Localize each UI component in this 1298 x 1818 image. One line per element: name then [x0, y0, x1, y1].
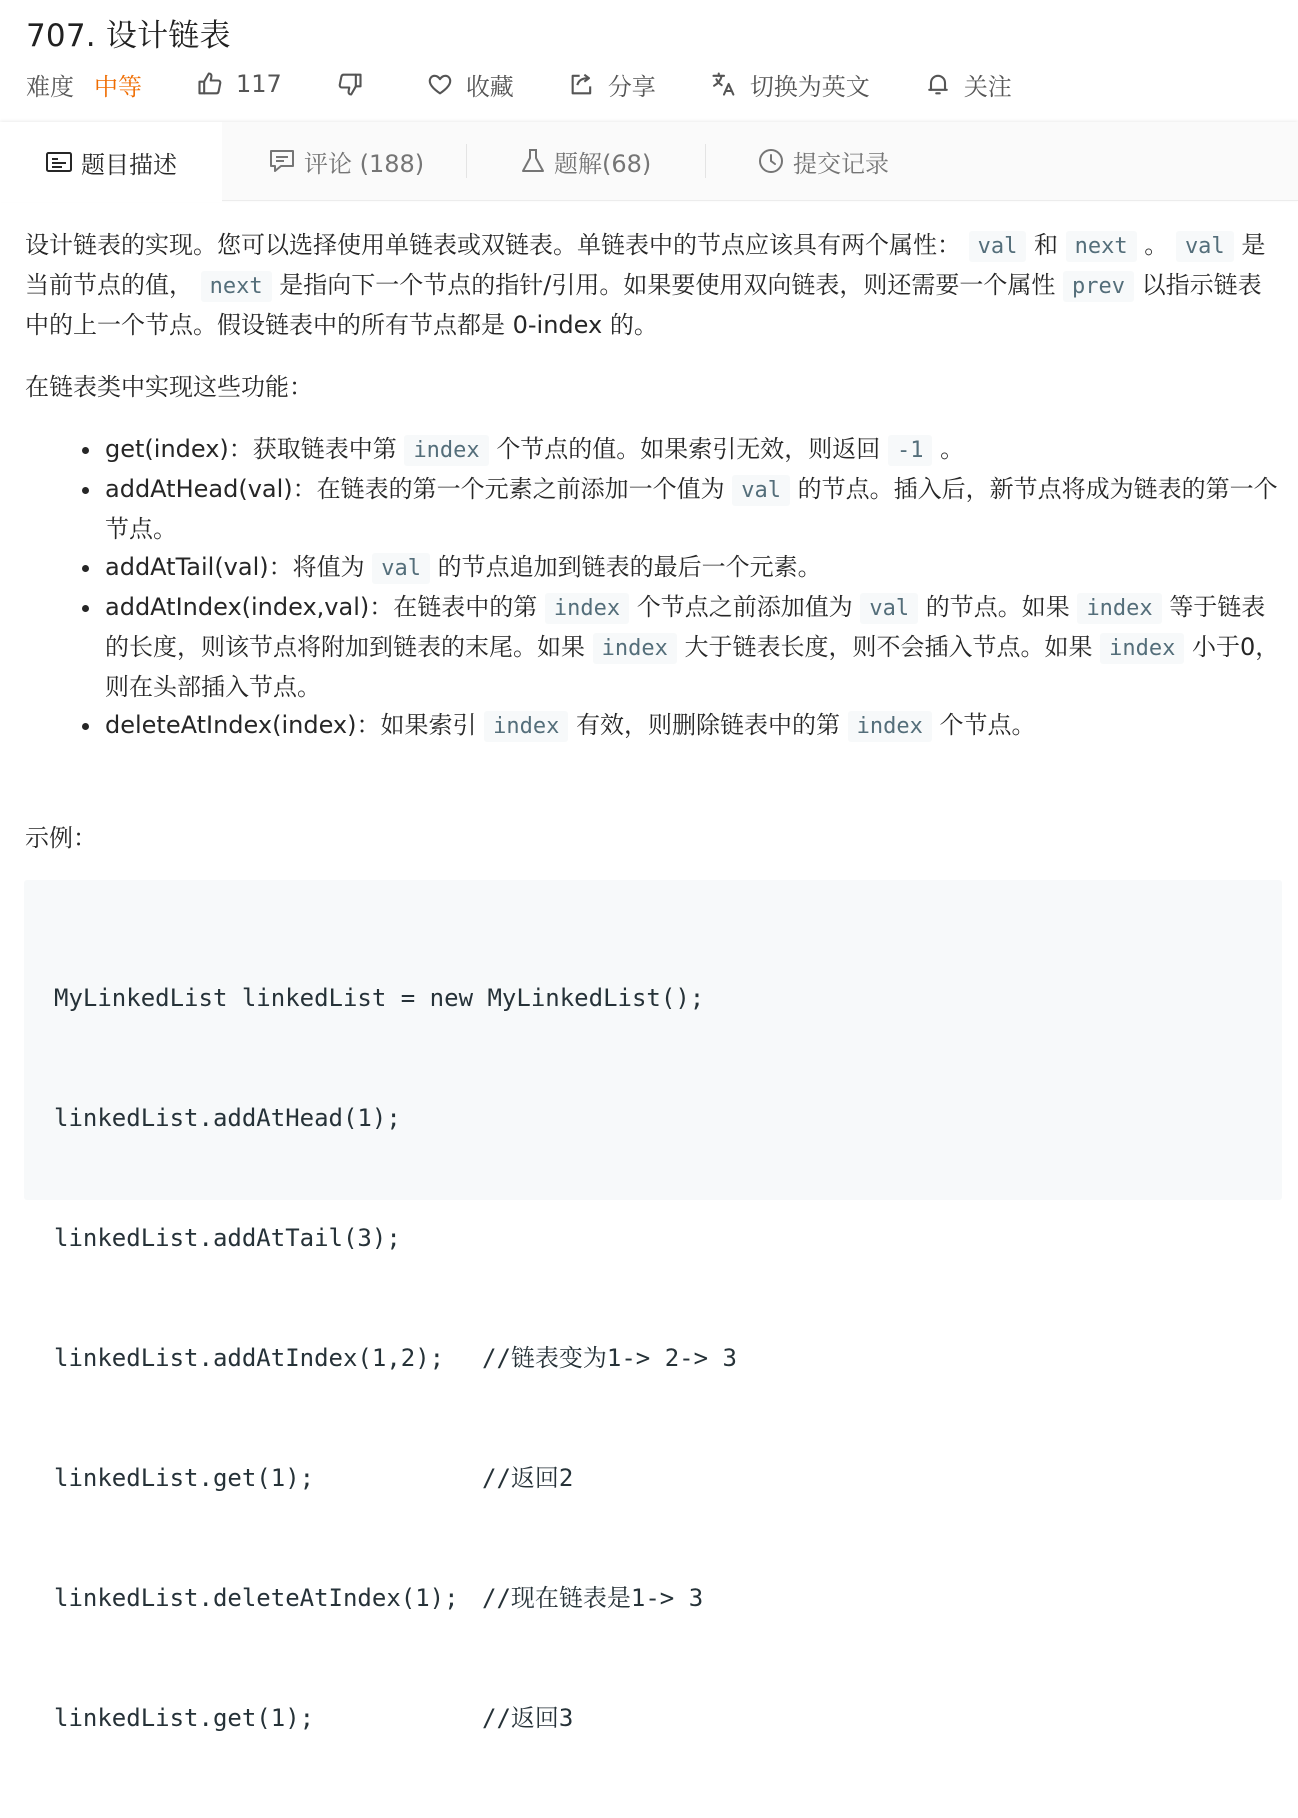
favorite-button[interactable]	[426, 67, 514, 102]
tab-description[interactable]	[0, 122, 222, 202]
translate-icon	[710, 70, 738, 98]
inline-code: index	[404, 435, 488, 466]
inline-code: val	[969, 231, 1027, 262]
meta-bar	[26, 66, 1066, 102]
code-line: linkedList.addAtHead(1);	[54, 1104, 401, 1132]
comment-icon	[268, 147, 296, 175]
tab-description-label: 题目描述	[81, 150, 177, 179]
bell-icon	[924, 70, 952, 98]
difficulty	[26, 67, 142, 102]
list-item: • get(index)：获取链表中第 index 个节点的值。如果索引无效，则返回 -1 。	[103, 430, 1280, 470]
tab-comments-label: 评论 (188)	[304, 149, 425, 178]
clock-icon	[757, 147, 785, 175]
description-icon	[45, 150, 73, 174]
tab-solutions[interactable]	[520, 122, 651, 200]
inline-code: val	[860, 593, 918, 624]
like-button[interactable]	[196, 70, 282, 98]
tab-solutions-label: 题解(68)	[554, 149, 652, 178]
thumbs-up-icon	[196, 70, 224, 98]
inline-code: -1	[888, 435, 933, 466]
code-line: linkedList.get(1); //返回3	[54, 1704, 574, 1732]
heart-icon	[426, 70, 454, 98]
list-item: • addAtIndex(index,val)：在链表中的第 index 个节点之前添加值为 val 的节点。如果 index 等于链表的长度，则该节点将附加到链表的末尾。如果 index 大于链表长度，则不会插入节点。如果 index 小于0，则在头部插入节点。	[103, 588, 1280, 706]
inline-code: index	[1100, 633, 1184, 664]
problem-description	[25, 226, 1280, 746]
difficulty-value: 中等	[94, 72, 142, 101]
tab-submissions[interactable]	[757, 122, 889, 200]
code-lines	[54, 898, 737, 1818]
inline-code: index	[545, 593, 629, 624]
description-paragraph: 设计链表的实现。您可以选择使用单链表或双链表。单链表中的节点应该具有两个属性： val 和 next 。 val 是当前节点的值， next 是指向下一个节点的指针/引用。如果要使用双向链表，则还需要一个属性 prev 以指示链表中的上一个节点。假设链表中的所有节点都是 0-index 的。	[25, 231, 1266, 339]
follow-label: 关注	[963, 72, 1012, 101]
inline-code: index	[848, 711, 932, 742]
dislike-button[interactable]	[336, 70, 364, 98]
inline-code: val	[732, 475, 790, 506]
list-item: • addAtHead(val)：在链表的第一个元素之前添加一个值为 val 的节点。插入后，新节点将成为链表的第一个节点。	[103, 470, 1280, 548]
favorite-label: 收藏	[465, 72, 514, 101]
thumbs-down-icon	[336, 70, 364, 98]
translate-button[interactable]	[710, 67, 870, 102]
inline-code: prev	[1063, 271, 1134, 302]
tab-submissions-label: 提交记录	[793, 149, 889, 178]
code-line: MyLinkedList linkedList = new MyLinkedList();	[54, 984, 705, 1012]
code-line: linkedList.get(1); //返回2	[54, 1464, 574, 1492]
tab-separator	[705, 144, 706, 178]
inline-code: next	[1066, 231, 1137, 262]
flask-icon	[520, 147, 546, 175]
inline-code: index	[593, 633, 677, 664]
tabs-bar	[0, 122, 1298, 201]
tab-comments[interactable]	[268, 122, 424, 200]
example-code-block	[24, 880, 1282, 1732]
example-heading: 示例：	[25, 824, 97, 852]
code-line: linkedList.deleteAtIndex(1); //现在链表是1-> 3	[54, 1584, 704, 1612]
share-label: 分享	[607, 72, 656, 101]
inline-code: next	[201, 271, 272, 302]
share-button[interactable]	[568, 67, 656, 102]
list-item: • deleteAtIndex(index)：如果索引 index 有效，则删除链表中的第 index 个节点。	[103, 706, 1280, 746]
inline-code: val	[372, 553, 430, 584]
function-list	[25, 430, 1280, 746]
tab-separator	[466, 144, 467, 178]
page-title: 707. 设计链表	[26, 18, 231, 54]
translate-label: 切换为英文	[749, 72, 870, 101]
share-icon	[568, 70, 596, 98]
inline-code: val	[1176, 231, 1234, 262]
difficulty-label: 难度	[26, 72, 74, 101]
code-line: linkedList.addAtIndex(1,2); //链表变为1-> 2-> 3	[54, 1344, 737, 1372]
code-line: linkedList.addAtTail(3);	[54, 1224, 401, 1252]
inline-code: index	[484, 711, 568, 742]
like-count: 117	[236, 70, 282, 98]
list-item: • addAtTail(val)：将值为 val 的节点追加到链表的最后一个元素。	[103, 548, 1280, 588]
follow-button[interactable]	[924, 67, 1012, 102]
inline-code: index	[1077, 593, 1161, 624]
functions-intro: 在链表类中实现这些功能：	[25, 373, 313, 401]
